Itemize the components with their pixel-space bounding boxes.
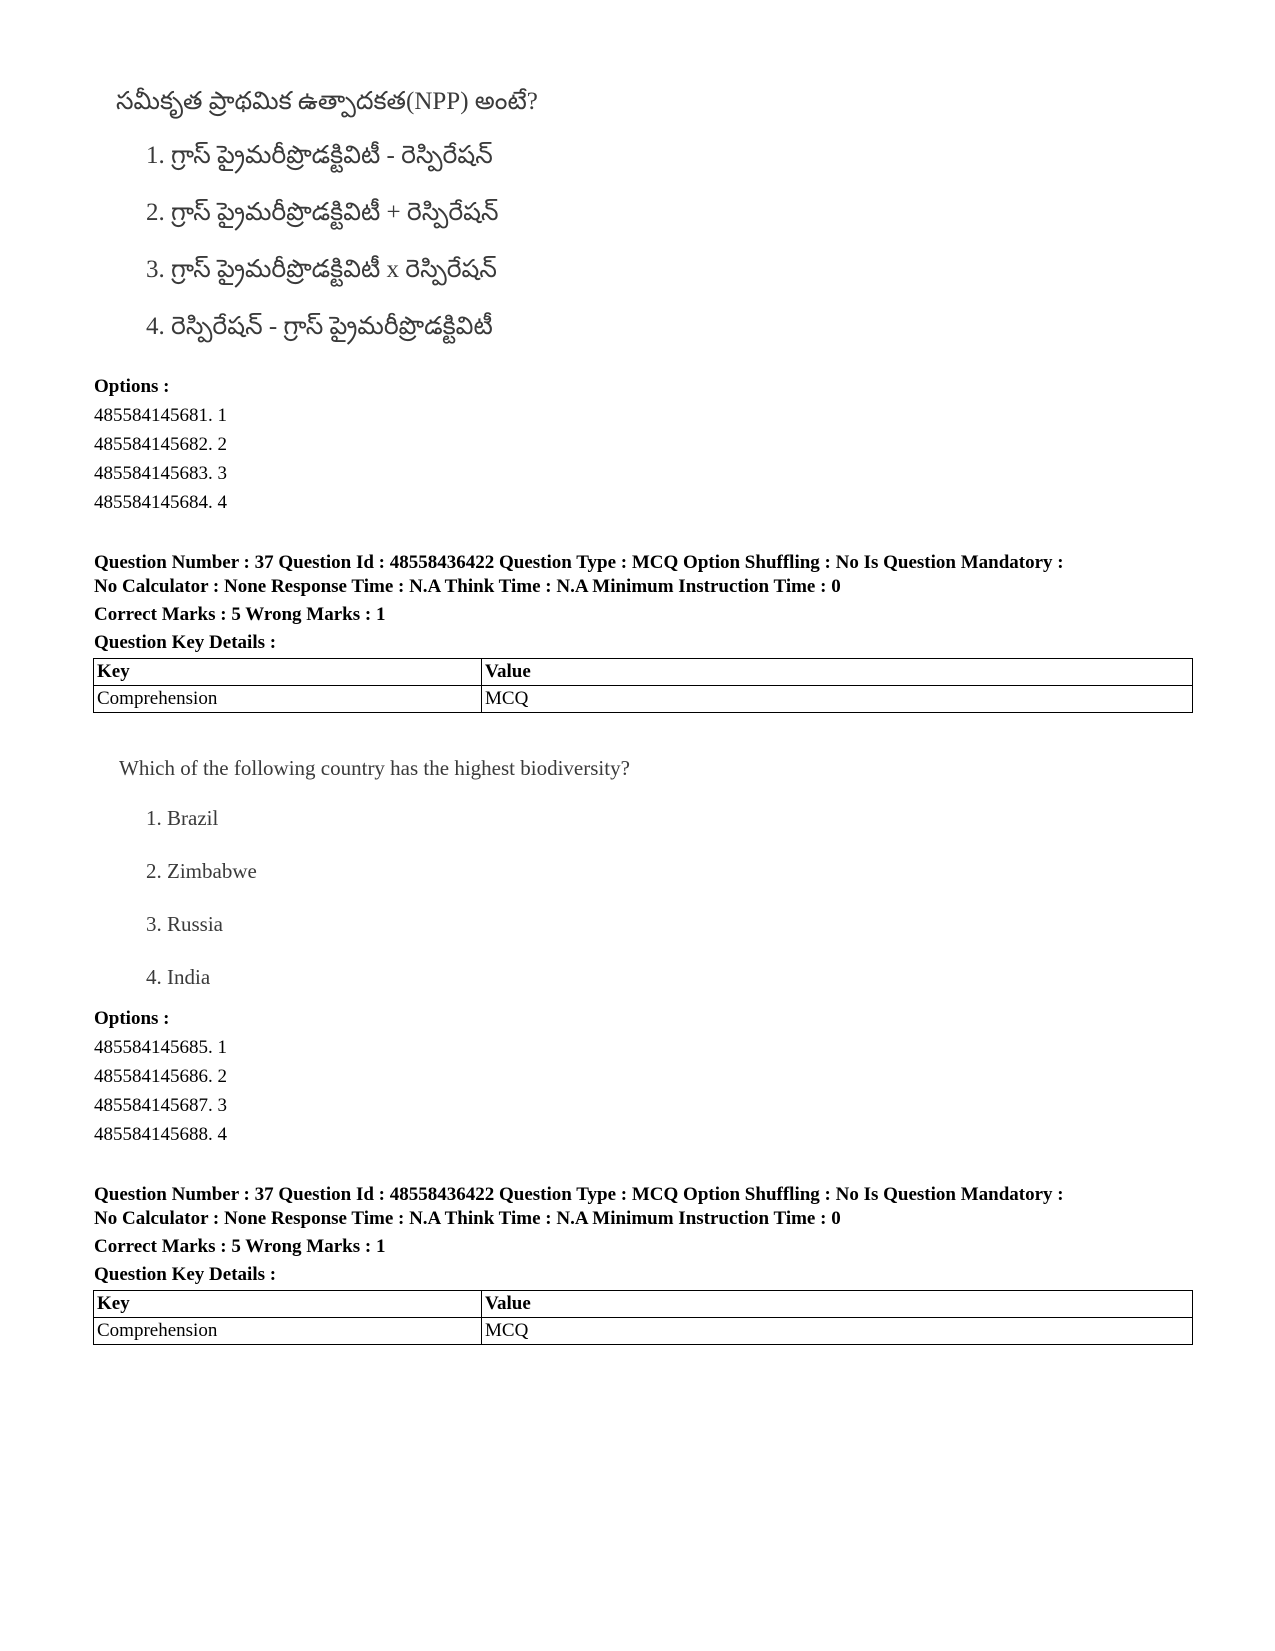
question-meta-line1: Question Number : 37 Question Id : 48558436422 Question Type : MCQ Option Shuffling : No Is Question Mandatory : [94,552,1064,573]
marks-line: Correct Marks : 5 Wrong Marks : 1 [94,1236,386,1257]
question-meta-line2: No Calculator : None Response Time : N.A Think Time : N.A Minimum Instruction Time : 0 [94,576,841,597]
key-details-table [93,1290,1193,1345]
question-option-4: 4. రెస్పిరేషన్ - గ్రాస్ ప్రైమరీప్రొడక్టివిటీ [146,313,493,340]
table-cell-key: Comprehension [94,686,482,713]
question-image-npp [116,82,596,362]
question-meta-line1: Question Number : 37 Question Id : 48558436422 Question Type : MCQ Option Shuffling : No Is Question Mandatory : [94,1184,1064,1205]
question-option-1: 1. గ్రాస్ ప్రైమరీప్రొడక్టివిటీ - రెస్పిరేషన్ [146,142,493,169]
question-meta-line2: No Calculator : None Response Time : N.A Think Time : N.A Minimum Instruction Time : 0 [94,1208,841,1229]
option-item: 485584145685. 1 [94,1037,227,1058]
options-heading: Options : [94,376,170,397]
table-header-row [94,1291,1193,1318]
question-option-2: 2. గ్రాస్ ప్రైమరీప్రొడక్టివిటీ + రెస్పిరేషన్ [146,199,499,226]
table-header-row [94,659,1193,686]
table-header-key: Key [94,1291,482,1318]
table-cell-value: MCQ [482,1318,1193,1345]
key-details-table [93,658,1193,713]
options-heading: Options : [94,1008,170,1029]
question-option-4: 4. India [146,965,211,989]
question-image-biodiversity [116,750,716,1000]
key-details-label: Question Key Details : [94,632,277,653]
question-meta [94,1183,1214,1287]
option-item: 485584145684. 4 [94,492,227,513]
option-item: 485584145688. 4 [94,1124,227,1145]
key-details-label: Question Key Details : [94,1264,277,1285]
marks-line: Correct Marks : 5 Wrong Marks : 1 [94,604,386,625]
table-header-value: Value [482,1291,1193,1318]
question-stem: సమీకృత ప్రాథమిక ఉత్పాదకత(NPP) అంటే? [116,88,538,115]
table-cell-value: MCQ [482,686,1193,713]
option-item: 485584145681. 1 [94,405,227,426]
table-row [94,1318,1193,1345]
options-block [94,372,1194,517]
table-row [94,686,1193,713]
option-item: 485584145683. 3 [94,463,227,484]
options-block [94,1004,1194,1149]
question-meta [94,551,1214,655]
table-cell-key: Comprehension [94,1318,482,1345]
question-option-1: 1. Brazil [146,806,219,830]
option-item: 485584145682. 2 [94,434,227,455]
option-item: 485584145687. 3 [94,1095,227,1116]
question-option-3: 3. Russia [146,912,224,936]
question-stem: Which of the following country has the highest biodiversity? [119,756,630,780]
table-header-value: Value [482,659,1193,686]
question-option-3: 3. గ్రాస్ ప్రైమరీప్రొడక్టివిటీ x రెస్పిరేషన్ [146,256,497,283]
question-option-2: 2. Zimbabwe [146,859,257,883]
table-header-key: Key [94,659,482,686]
option-item: 485584145686. 2 [94,1066,227,1087]
